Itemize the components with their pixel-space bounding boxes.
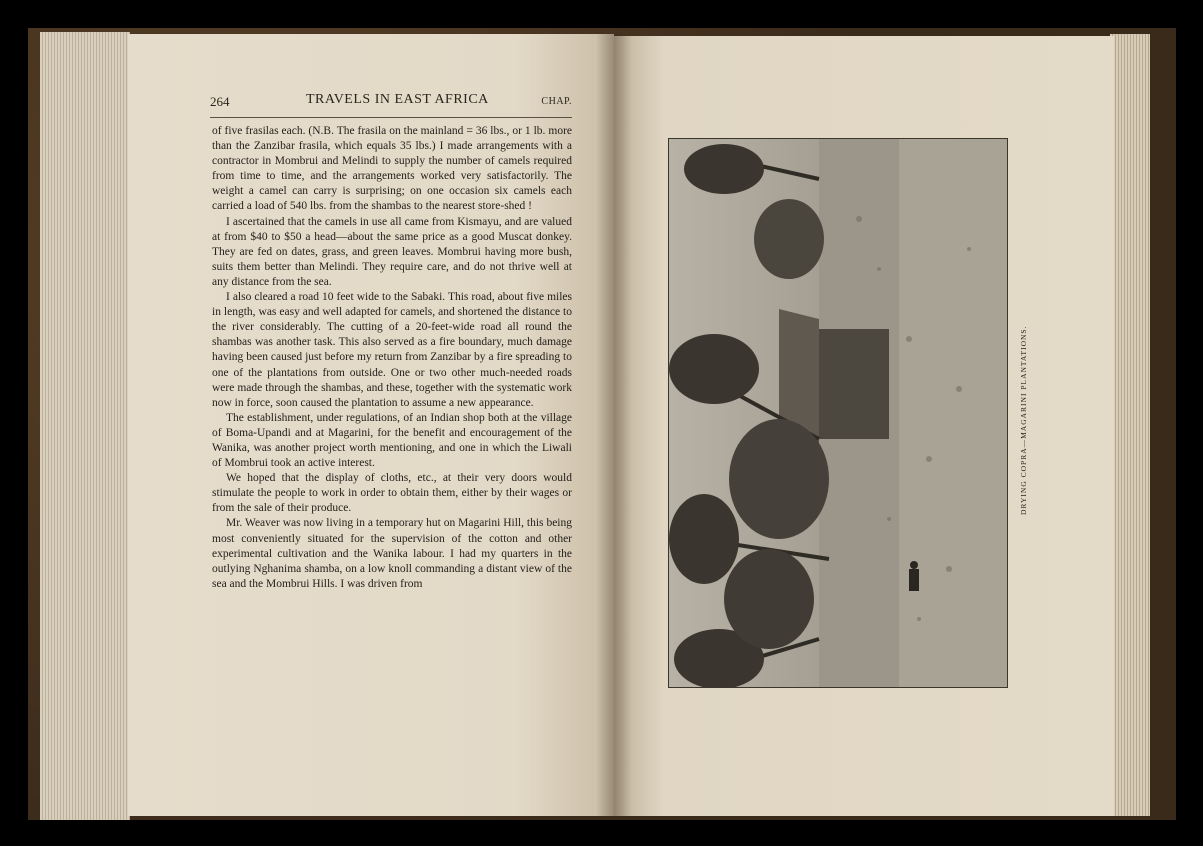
paragraph: We hoped that the display of cloths, etc., at their very doors would stimulate the people to work in order to obtain them, either by their wages or from the sale of their produce. bbox=[212, 472, 572, 515]
chapter-mark: CHAP. bbox=[541, 96, 572, 107]
running-title: TRAVELS IN EAST AFRICA bbox=[306, 92, 489, 107]
paragraph: The establishment, under regulations, of an Indian shop both at the village of Boma-Upandi and at Magarini, for the benefit and encouragement of the Wanika, was another project worth mentioning, and one in which the Liwali of Mombrui took an active interest. bbox=[212, 411, 572, 470]
paragraph: I also cleared a road 10 feet wide to the Sabaki. This road, about five miles in length, was easy and well adapted for camels, and shortened the distance to the river considerably. The cutting of a 20-feet-wide road all round the shambas was another task. This also served as a fire boundary, much damage having been caused just before my return from Zanzibar by a fire spreading to one of the plantations from outside. One or two other much-needed roads were made through the shambas, and these, together with the systematic work now in force, soon caused the plantation to assume a new appearance. bbox=[212, 291, 572, 409]
plantation-photo-illustration bbox=[669, 139, 1007, 687]
paragraph: I ascertained that the camels in use all came from Kismayu, and are valued at from $40 to $50 a head—about the same price as a good Muscat donkey. They are fed on dates, grass, and green leaves. Mombrui having more bush, suits them better than Melindi. They require care, and do not thrive well at any distance from the sea. bbox=[212, 215, 572, 288]
right-page-edges bbox=[1110, 34, 1150, 816]
body-text bbox=[212, 124, 572, 592]
plate-caption: DRYING COPRA—MAGARINI PLANTATIONS. bbox=[1019, 325, 1028, 515]
paragraph: Mr. Weaver was now living in a temporary hut on Magarini Hill, this being most conveniently situated for the supervision of the cotton and other experimental cultivation and the Wanika labour. I had my quarters in the outlying Nghanima shamba, on a low knoll commanding a distant view of the sea and the Mombrui Hills. I was driven from bbox=[212, 517, 572, 590]
left-page-edges bbox=[40, 32, 130, 820]
paragraph: of five frasilas each. (N.B. The frasila on the mainland = 36 lbs., or 1 lb. more than the Zanzibar frasila, which equals 35 lbs.) I made arrangements with a contractor in Mombrui and Melindi to supply the number of camels required from time to time, and the arrangements worked very satisfactorily. The weight a camel can carry is surprising; on one occasion six camels each carried a load of 540 lbs. from the shambas to the nearest store-shed ! bbox=[212, 125, 572, 213]
book-gutter bbox=[596, 34, 632, 816]
running-head bbox=[210, 92, 572, 114]
header-rule bbox=[210, 117, 572, 118]
page-number: 264 bbox=[210, 94, 230, 109]
photo-plate bbox=[668, 138, 1008, 688]
